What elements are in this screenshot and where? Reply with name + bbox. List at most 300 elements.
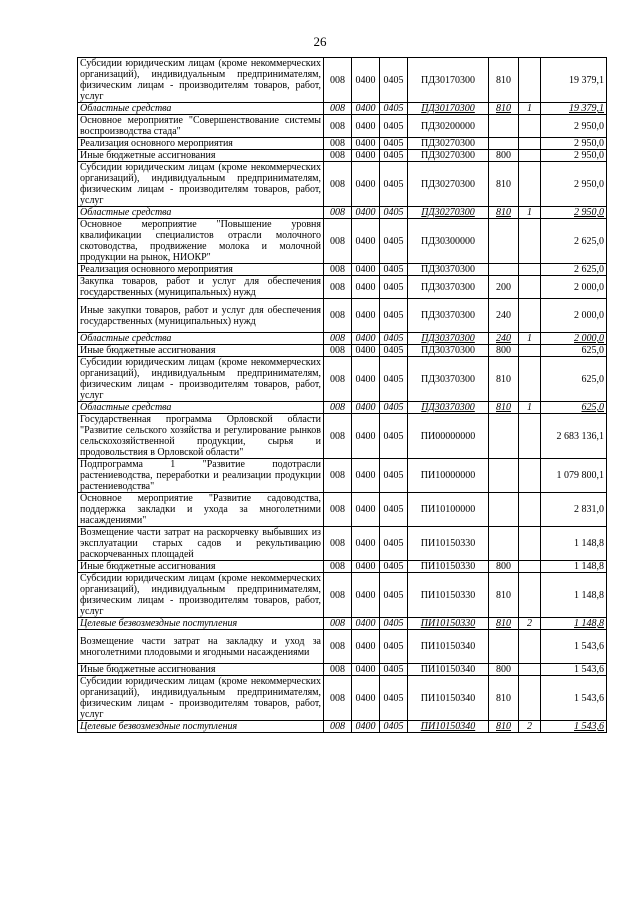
ministry-code: 008 [330, 664, 345, 675]
amount: 1 543,6 [574, 641, 604, 652]
row-name-cell [78, 162, 324, 207]
table-row [78, 561, 607, 573]
section-code: 0400 [355, 207, 376, 218]
ministry-code-cell [324, 676, 352, 721]
target-article-code-cell [408, 150, 489, 162]
subsection-code-cell [380, 138, 408, 150]
row-name-cell [78, 333, 324, 345]
expense-type-code: 240 [496, 310, 511, 321]
funding-source-code-cell [519, 333, 541, 345]
ministry-code: 008 [330, 103, 345, 114]
row-name: Иные бюджетные ассигнования [80, 561, 216, 572]
subsection-code: 0405 [383, 310, 404, 321]
row-name-cell [78, 357, 324, 402]
section-code: 0400 [355, 178, 376, 190]
ministry-code-cell [324, 527, 352, 561]
subsection-code: 0405 [383, 138, 404, 149]
table-row [78, 150, 607, 162]
amount: 2 000,0 [574, 310, 604, 321]
row-name: Иные бюджетные ассигнования [80, 345, 216, 356]
table-row [78, 207, 607, 219]
amount: 2 950,0 [574, 138, 604, 149]
subsection-code: 0405 [383, 664, 404, 675]
target-article-code: ПД30370300 [420, 373, 476, 385]
ministry-code-cell [324, 58, 352, 103]
target-article-code: ПИ10000000 [420, 470, 476, 481]
section-code-cell [352, 207, 380, 219]
table-row [78, 618, 607, 630]
amount-cell [541, 115, 607, 138]
subsection-code-cell [380, 162, 408, 207]
funding-source-code-cell [519, 630, 541, 664]
funding-source-code-cell [519, 264, 541, 276]
expense-type-code: 810 [496, 692, 511, 704]
amount-cell [541, 721, 607, 733]
row-name: Подпрограмма 1 "Развитие подотрасли растениеводства, переработки и реализации продукции растениеводства" [80, 459, 321, 492]
row-name: Целевые безвозмездные поступления [80, 721, 238, 732]
section-code-cell [352, 264, 380, 276]
target-article-code-cell [408, 115, 489, 138]
expense-type-code-cell [489, 721, 519, 733]
row-name: Областные средства [80, 333, 172, 344]
row-name: Возмещение части затрат на раскорчевку выбывших из эксплуатации старых садов и рекультивацию раскорчеванных площадей [80, 527, 321, 560]
subsection-code-cell [380, 58, 408, 103]
row-name-cell [78, 299, 324, 333]
expense-type-code: 240 [496, 333, 511, 344]
row-name-cell [78, 493, 324, 527]
funding-source-code-cell [519, 150, 541, 162]
funding-source-code: 1 [527, 402, 532, 413]
target-article-code: ПИ10150330 [420, 589, 476, 601]
target-article-code: ПД30270300 [421, 207, 475, 218]
subsection-code-cell [380, 414, 408, 459]
expense-type-code: 810 [496, 178, 511, 190]
row-name-cell [78, 459, 324, 493]
subsection-code: 0405 [383, 721, 404, 732]
section-code: 0400 [355, 470, 376, 481]
funding-source-code: 1 [527, 103, 532, 114]
funding-source-code-cell [519, 618, 541, 630]
section-code: 0400 [355, 618, 376, 629]
expense-type-code: 810 [496, 402, 511, 413]
expense-type-code-cell [489, 561, 519, 573]
target-article-code-cell [408, 138, 489, 150]
target-article-code-cell [408, 527, 489, 561]
amount-cell [541, 162, 607, 207]
expense-type-code-cell [489, 676, 519, 721]
ministry-code-cell [324, 299, 352, 333]
ministry-code: 008 [330, 264, 345, 275]
amount: 625,0 [581, 402, 604, 413]
amount-cell [541, 459, 607, 493]
target-article-code: ПД30370300 [420, 264, 476, 275]
row-name: Субсидии юридическим лицам (кроме некоммерческих организаций), индивидуальным предпринимателям, физическим лицам - производителям товаров, работ, услуг [80, 58, 321, 102]
row-name: Иные закупки товаров, работ и услуг для обеспечения государственных (муниципальных) нужд [80, 304, 321, 327]
row-name: Иные бюджетные ассигнования [80, 150, 216, 161]
amount-cell [541, 561, 607, 573]
expense-type-code: 200 [496, 281, 511, 293]
amount-cell [541, 630, 607, 664]
ministry-code: 008 [330, 138, 345, 149]
section-code-cell [352, 103, 380, 115]
row-name: Основное мероприятие "Повышение уровня квалификации специалистов отрасли молочного скотоводства, продвижение молока и молочной продукции на рынок, НИОКР" [80, 219, 321, 263]
subsection-code-cell [380, 493, 408, 527]
row-name-cell [78, 276, 324, 299]
section-code: 0400 [355, 721, 376, 732]
funding-source-code-cell [519, 664, 541, 676]
row-name-cell [78, 573, 324, 618]
subsection-code-cell [380, 459, 408, 493]
section-code-cell [352, 664, 380, 676]
row-name-cell [78, 561, 324, 573]
section-code-cell [352, 721, 380, 733]
target-article-code-cell [408, 357, 489, 402]
amount-cell [541, 402, 607, 414]
section-code: 0400 [355, 281, 376, 293]
row-name-cell [78, 414, 324, 459]
section-code: 0400 [355, 150, 376, 161]
section-code: 0400 [355, 310, 376, 321]
subsection-code-cell [380, 721, 408, 733]
subsection-code-cell [380, 150, 408, 162]
target-article-code-cell [408, 618, 489, 630]
table-row [78, 299, 607, 333]
table-row [78, 103, 607, 115]
section-code: 0400 [355, 103, 376, 114]
expense-type-code-cell [489, 333, 519, 345]
ministry-code: 008 [330, 470, 345, 481]
section-code-cell [352, 219, 380, 264]
section-code: 0400 [355, 504, 376, 515]
ministry-code: 008 [330, 345, 345, 356]
table-row [78, 721, 607, 733]
funding-source-code-cell [519, 414, 541, 459]
table-row [78, 664, 607, 676]
target-article-code-cell [408, 676, 489, 721]
subsection-code: 0405 [383, 120, 404, 132]
subsection-code-cell [380, 573, 408, 618]
row-name-cell [78, 630, 324, 664]
target-article-code-cell [408, 721, 489, 733]
table-row [78, 493, 607, 527]
amount-cell [541, 357, 607, 402]
section-code-cell [352, 493, 380, 527]
funding-source-code-cell [519, 721, 541, 733]
subsection-code: 0405 [383, 103, 404, 114]
row-name-cell [78, 138, 324, 150]
ministry-code-cell [324, 414, 352, 459]
table-row [78, 264, 607, 276]
amount-cell [541, 219, 607, 264]
ministry-code: 008 [330, 178, 345, 190]
row-name: Реализация основного мероприятия [80, 264, 233, 275]
ministry-code-cell [324, 561, 352, 573]
target-article-code-cell [408, 162, 489, 207]
ministry-code-cell [324, 459, 352, 493]
amount: 1 079 800,1 [556, 470, 604, 481]
subsection-code-cell [380, 219, 408, 264]
expense-type-code-cell [489, 345, 519, 357]
subsection-code-cell [380, 299, 408, 333]
target-article-code-cell [408, 414, 489, 459]
amount: 2 000,0 [574, 333, 604, 344]
target-article-code-cell [408, 664, 489, 676]
amount: 19 379,1 [569, 103, 604, 114]
target-article-code: ПИ10150340 [420, 721, 476, 732]
target-article-code-cell [408, 402, 489, 414]
table-row [78, 676, 607, 721]
row-name-cell [78, 664, 324, 676]
target-article-code: ПД30270300 [420, 178, 476, 190]
ministry-code-cell [324, 493, 352, 527]
target-article-code: ПИ10150330 [420, 538, 476, 549]
section-code: 0400 [355, 120, 376, 132]
section-code: 0400 [355, 345, 376, 356]
target-article-code: ПИ10150340 [420, 664, 476, 675]
target-article-code-cell [408, 345, 489, 357]
ministry-code: 008 [330, 430, 345, 442]
target-article-code: ПИ10150330 [420, 618, 476, 629]
section-code: 0400 [355, 138, 376, 149]
subsection-code: 0405 [383, 430, 404, 442]
target-article-code-cell [408, 561, 489, 573]
section-code: 0400 [355, 641, 376, 652]
target-article-code: ПД30370300 [421, 402, 475, 413]
expense-type-code: 800 [496, 345, 511, 356]
target-article-code-cell [408, 58, 489, 103]
expense-type-code-cell [489, 664, 519, 676]
expense-type-code: 800 [496, 664, 511, 675]
subsection-code-cell [380, 676, 408, 721]
expense-type-code-cell [489, 527, 519, 561]
subsection-code-cell [380, 115, 408, 138]
expense-type-code-cell [489, 630, 519, 664]
amount-cell [541, 676, 607, 721]
row-name: Целевые безвозмездные поступления [80, 618, 238, 629]
section-code-cell [352, 573, 380, 618]
ministry-code: 008 [330, 721, 345, 732]
section-code-cell [352, 138, 380, 150]
amount: 2 000,0 [574, 281, 604, 293]
section-code: 0400 [355, 333, 376, 344]
table-row [78, 630, 607, 664]
subsection-code-cell [380, 618, 408, 630]
target-article-code-cell [408, 207, 489, 219]
expense-type-code-cell [489, 58, 519, 103]
section-code-cell [352, 115, 380, 138]
target-article-code-cell [408, 103, 489, 115]
page-number: 26 [313, 34, 327, 49]
section-code: 0400 [355, 664, 376, 675]
subsection-code: 0405 [383, 641, 404, 652]
amount: 2 625,0 [574, 264, 604, 275]
target-article-code: ПД30370300 [420, 281, 476, 293]
subsection-code-cell [380, 561, 408, 573]
subsection-code: 0405 [383, 373, 404, 385]
section-code-cell [352, 333, 380, 345]
section-code-cell [352, 561, 380, 573]
amount: 625,0 [581, 373, 604, 385]
amount: 2 950,0 [574, 120, 604, 132]
target-article-code: ПД30170300 [421, 103, 475, 114]
funding-source-code-cell [519, 103, 541, 115]
expense-type-code: 810 [496, 721, 511, 732]
section-code-cell [352, 276, 380, 299]
expense-type-code-cell [489, 459, 519, 493]
target-article-code: ПИ10150340 [420, 641, 476, 652]
expense-type-code-cell [489, 219, 519, 264]
row-name: Возмещение части затрат на закладку и уход за многолетними плодовыми и ягодными насаждениями [80, 635, 321, 658]
row-name: Субсидии юридическим лицам (кроме некоммерческих организаций), индивидуальным предпринимателям, физическим лицам - производителям товаров, работ, услуг [80, 676, 321, 720]
ministry-code: 008 [330, 402, 345, 413]
row-name-cell [78, 264, 324, 276]
table-row [78, 357, 607, 402]
funding-source-code-cell [519, 357, 541, 402]
ministry-code: 008 [330, 538, 345, 549]
section-code: 0400 [355, 430, 376, 442]
amount: 2 950,0 [574, 207, 604, 218]
amount-cell [541, 58, 607, 103]
expense-type-code-cell [489, 138, 519, 150]
funding-source-code-cell [519, 138, 541, 150]
expense-type-code-cell [489, 103, 519, 115]
amount: 2 950,0 [574, 150, 604, 161]
row-name: Реализация основного мероприятия [80, 138, 233, 149]
expense-type-code: 800 [496, 561, 511, 572]
table-row [78, 414, 607, 459]
ministry-code-cell [324, 402, 352, 414]
subsection-code-cell [380, 276, 408, 299]
row-name: Иные бюджетные ассигнования [80, 664, 216, 675]
ministry-code-cell [324, 333, 352, 345]
target-article-code-cell [408, 493, 489, 527]
expense-type-code-cell [489, 618, 519, 630]
target-article-code-cell [408, 264, 489, 276]
table-row [78, 345, 607, 357]
ministry-code-cell [324, 345, 352, 357]
section-code-cell [352, 345, 380, 357]
subsection-code-cell [380, 333, 408, 345]
target-article-code: ПИ10150330 [420, 561, 476, 572]
amount: 1 148,8 [574, 589, 604, 601]
subsection-code: 0405 [383, 470, 404, 481]
amount: 19 379,1 [569, 74, 604, 86]
amount: 625,0 [581, 345, 604, 356]
subsection-code: 0405 [383, 618, 404, 629]
amount-cell [541, 527, 607, 561]
ministry-code-cell [324, 219, 352, 264]
ministry-code-cell [324, 573, 352, 618]
row-name-cell [78, 219, 324, 264]
section-code-cell [352, 58, 380, 103]
subsection-code: 0405 [383, 281, 404, 293]
row-name: Субсидии юридическим лицам (кроме некоммерческих организаций), индивидуальным предпринимателям, физическим лицам - производителям товаров, работ, услуг [80, 162, 321, 206]
target-article-code-cell [408, 219, 489, 264]
subsection-code: 0405 [383, 235, 404, 247]
amount-cell [541, 333, 607, 345]
funding-source-code-cell [519, 493, 541, 527]
section-code: 0400 [355, 373, 376, 385]
amount-cell [541, 618, 607, 630]
target-article-code: ПИ10100000 [420, 504, 476, 515]
ministry-code-cell [324, 618, 352, 630]
funding-source-code: 1 [527, 207, 532, 218]
section-code-cell [352, 150, 380, 162]
ministry-code-cell [324, 721, 352, 733]
amount-cell [541, 414, 607, 459]
section-code-cell [352, 676, 380, 721]
expense-type-code-cell [489, 207, 519, 219]
expense-type-code: 810 [496, 373, 511, 385]
subsection-code: 0405 [383, 150, 404, 161]
row-name-cell [78, 618, 324, 630]
section-code: 0400 [355, 74, 376, 86]
ministry-code-cell [324, 103, 352, 115]
target-article-code: ПД30200000 [420, 120, 476, 132]
expense-type-code-cell [489, 276, 519, 299]
amount-cell [541, 493, 607, 527]
expense-type-code: 810 [496, 207, 511, 218]
amount-cell [541, 150, 607, 162]
ministry-code: 008 [330, 150, 345, 161]
expense-type-code: 810 [496, 74, 511, 86]
funding-source-code: 2 [527, 721, 532, 732]
target-article-code-cell [408, 459, 489, 493]
ministry-code: 008 [330, 641, 345, 652]
target-article-code-cell [408, 299, 489, 333]
section-code: 0400 [355, 692, 376, 704]
subsection-code: 0405 [383, 345, 404, 356]
expense-type-code: 810 [496, 103, 511, 114]
ministry-code-cell [324, 207, 352, 219]
table-row [78, 58, 607, 103]
ministry-code-cell [324, 150, 352, 162]
table-row [78, 219, 607, 264]
funding-source-code: 1 [527, 333, 532, 344]
row-name: Областные средства [80, 402, 172, 413]
ministry-code: 008 [330, 618, 345, 629]
expense-type-code-cell [489, 162, 519, 207]
expense-type-code-cell [489, 402, 519, 414]
funding-source-code-cell [519, 299, 541, 333]
subsection-code: 0405 [383, 589, 404, 601]
amount-cell [541, 345, 607, 357]
amount-cell [541, 299, 607, 333]
row-name-cell [78, 207, 324, 219]
subsection-code-cell [380, 527, 408, 561]
subsection-code: 0405 [383, 538, 404, 549]
table-row [78, 459, 607, 493]
ministry-code: 008 [330, 120, 345, 132]
ministry-code-cell [324, 276, 352, 299]
funding-source-code-cell [519, 219, 541, 264]
row-name-cell [78, 721, 324, 733]
amount-cell [541, 664, 607, 676]
section-code-cell [352, 162, 380, 207]
funding-source-code-cell [519, 459, 541, 493]
row-name-cell [78, 676, 324, 721]
target-article-code: ПД30300000 [420, 235, 476, 247]
table-row [78, 276, 607, 299]
target-article-code: ПИ10150340 [420, 692, 476, 704]
amount: 2 625,0 [574, 235, 604, 247]
amount: 1 543,6 [574, 664, 604, 675]
row-name: Областные средства [80, 207, 172, 218]
expense-type-code: 810 [496, 618, 511, 629]
ministry-code-cell [324, 162, 352, 207]
expense-type-code: 800 [496, 150, 511, 161]
expense-type-code-cell [489, 299, 519, 333]
